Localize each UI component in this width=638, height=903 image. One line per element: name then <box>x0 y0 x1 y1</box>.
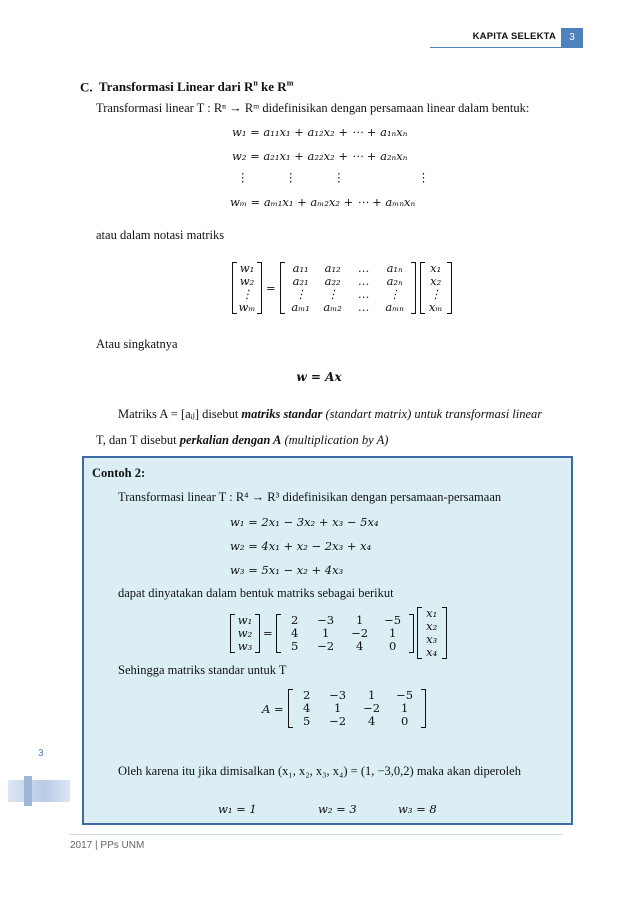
section-intro: Transformasi linear T : Rⁿ → Rᵐ didefinisikan dengan persamaan linear dalam bentuk: <box>96 101 530 115</box>
section-letter: C. <box>80 79 93 95</box>
example-equation-3: w₃ = 5x₁ − x₂ + 4x₃ <box>230 563 344 577</box>
example-matrix-intro: dapat dinyatakan dalam bentuk matriks sebagai berikut <box>118 586 394 600</box>
short-form-intro: Atau singkatnya <box>96 337 178 351</box>
result-w1: w₁ = 1 <box>218 802 257 816</box>
result-w2: w₂ = 3 <box>318 802 357 816</box>
equation-1: w₁ = a₁₁x₁ + a₁₂x₂ + ⋯ + a₁ₙxₙ <box>232 125 408 139</box>
example-w-vector: w₁ w₂ w₃ <box>230 614 260 653</box>
equation-m: wₘ = aₘ₁x₁ + aₘ₂x₂ + ⋯ + aₘₙxₙ <box>230 195 416 209</box>
example-equation-1: w₁ = 2x₁ − 3x₂ + x₃ − 5x₄ <box>230 515 379 529</box>
side-decoration-bar <box>24 776 32 806</box>
footer-rule <box>70 834 562 835</box>
standard-matrix-equation <box>262 689 426 728</box>
equals-sign: = <box>266 281 276 295</box>
header-title: KAPITA SELEKTA <box>472 31 556 42</box>
definition-line-2: T, dan T disebut perkalian dengan A (multiplication by A) <box>96 433 389 447</box>
equation-dots: ⋮ ⋮ ⋮ ⋮ <box>237 170 430 184</box>
example-x-vector: x₁ x₂ x₃ x₄ <box>417 607 447 659</box>
a-label: A = <box>262 701 284 716</box>
example-equation-2: w₂ = 4x₁ + x₂ − 2x₃ + x₄ <box>230 539 372 553</box>
example-intro: Transformasi linear T : R⁴ → R³ didefinisikan dengan persamaan-persamaan <box>118 490 502 504</box>
header-rule <box>430 47 561 48</box>
example-coefficient-matrix: 2 −3 1 −5 4 1 −2 1 5 −2 4 0 <box>276 614 414 653</box>
example-equals-sign: = <box>263 626 273 640</box>
section-heading <box>80 79 293 95</box>
standard-matrix: 2 −3 1 −5 4 1 −2 1 5 −2 4 0 <box>288 689 426 728</box>
footer-text: 2017 | PPs UNM <box>70 840 145 851</box>
section-title: Transformasi Linear dari $R^n$ ke $R^m$ <box>98 79 294 95</box>
example-matrix-equation <box>230 607 447 659</box>
definition-line-1: Matriks A = [aᵢⱼ] disebut matriks standar (standart matrix) untuk transformasi linear <box>118 407 543 421</box>
matrix-notation-intro: atau dalam notasi matriks <box>96 228 225 242</box>
short-form-equation: w = Ax <box>296 370 342 384</box>
result-w3: w₃ = 8 <box>398 802 437 816</box>
coefficient-matrix: a₁₁ a₁₂ … a₁ₙ a₂₁ a₂₂ … a₂ₙ ⋮ ⋮ … ⋮ aₘ₁ aₘ₂ … aₘₙ <box>280 262 416 314</box>
example-conclusion: Oleh karena itu jika dimisalkan (x₁, x₂, x₃, x₄) = (1, −3,0,2) maka akan diperoleh <box>118 764 521 778</box>
side-decoration <box>8 780 70 802</box>
side-page-number: 3 <box>38 748 44 759</box>
w-vector: w₁ w₂ ⋮ wₘ <box>232 262 262 314</box>
equation-2: w₂ = a₂₁x₁ + a₂₂x₂ + ⋯ + a₂ₙxₙ <box>232 149 408 163</box>
example-title: Contoh 2: <box>92 466 146 480</box>
standard-matrix-intro: Sehingga matriks standar untuk T <box>118 663 287 677</box>
x-vector: x₁ x₂ ⋮ xₘ <box>420 262 452 314</box>
general-matrix-equation <box>232 262 452 314</box>
header-page-number: 3 <box>561 28 583 48</box>
